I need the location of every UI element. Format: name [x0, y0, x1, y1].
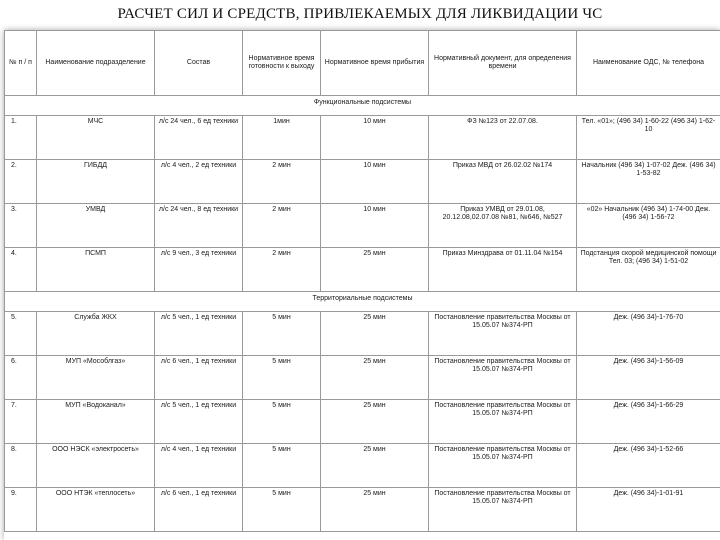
table-row: [5, 248, 720, 292]
cell-arrival: 25 мин: [321, 312, 429, 356]
cell-num: 9.: [5, 488, 37, 532]
cell-num: 3.: [5, 204, 37, 248]
table-row: [5, 116, 720, 160]
cell-document: ФЗ №123 от 22.07.08.: [429, 116, 577, 160]
cell-num: 8.: [5, 444, 37, 488]
table-row: [5, 312, 720, 356]
cell-document: Приказ МВД от 26.02.02 №174: [429, 160, 577, 204]
cell-arrival: 25 мин: [321, 444, 429, 488]
cell-document: Приказ Минздрава от 01.11.04 №154: [429, 248, 577, 292]
cell-contact: Деж. (496 34)-1-01-91: [577, 488, 720, 532]
cell-unit: ГИБДД: [37, 160, 155, 204]
cell-num: 4.: [5, 248, 37, 292]
cell-contact: Начальник (496 34) 1-07-02 Деж. (496 34) 1-53-82: [577, 160, 720, 204]
section-functional: [5, 96, 720, 116]
cell-composition: л/с 6 чел., 1 ед техники: [155, 488, 243, 532]
header-num: № п / п: [5, 31, 37, 96]
cell-contact: Деж. (496 34)-1-66-29: [577, 400, 720, 444]
table-header-row: [5, 31, 720, 96]
header-readiness: Нормативное время готовности к выходу: [243, 31, 321, 96]
cell-num: 1.: [5, 116, 37, 160]
table-row: [5, 356, 720, 400]
cell-unit: МЧС: [37, 116, 155, 160]
cell-document: Приказ УМВД от 29.01.08, 20.12.08,02.07.08 №81, №646, №527: [429, 204, 577, 248]
header-unit: Наименование подразделение: [37, 31, 155, 96]
cell-arrival: 10 мин: [321, 116, 429, 160]
cell-readiness: 5 мин: [243, 400, 321, 444]
cell-document: Постановление правительства Москвы от 15.05.07 №374-РП: [429, 444, 577, 488]
cell-num: 7.: [5, 400, 37, 444]
header-composition: Состав: [155, 31, 243, 96]
cell-unit: МУП «Водоканал»: [37, 400, 155, 444]
cell-composition: л/с 24 чел., 6 ед техники: [155, 116, 243, 160]
cell-arrival: 10 мин: [321, 204, 429, 248]
page-title: РАСЧЕТ СИЛ И СРЕДСТВ, ПРИВЛЕКАЕМЫХ ДЛЯ ЛИКВИДАЦИИ ЧС: [117, 6, 603, 22]
cell-arrival: 10 мин: [321, 160, 429, 204]
cell-composition: л/с 4 чел., 1 ед техники: [155, 444, 243, 488]
cell-num: 2.: [5, 160, 37, 204]
cell-document: Постановление правительства Москвы от 15.05.07 №374-РП: [429, 312, 577, 356]
table-row: [5, 488, 720, 532]
cell-contact: Деж. (496 34)-1-76-70: [577, 312, 720, 356]
section-label: Функциональные подсистемы: [5, 96, 720, 116]
forces-table: [4, 30, 720, 532]
cell-contact: Тел. «01»; (496 34) 1-60-22 (496 34) 1-62-10: [577, 116, 720, 160]
cell-arrival: 25 мин: [321, 248, 429, 292]
cell-unit: Служба ЖКХ: [37, 312, 155, 356]
cell-composition: л/с 5 чел., 1 ед техники: [155, 312, 243, 356]
cell-contact: «02» Начальник (496 34) 1-74-00 Деж. (496 34) 1-56-72: [577, 204, 720, 248]
cell-readiness: 5 мин: [243, 444, 321, 488]
cell-contact: Деж. (496 34)-1-52-66: [577, 444, 720, 488]
cell-num: 6.: [5, 356, 37, 400]
header-document: Нормативный документ, для определения времени: [429, 31, 577, 96]
cell-readiness: 2 мин: [243, 160, 321, 204]
cell-readiness: 2 мин: [243, 204, 321, 248]
cell-readiness: 5 мин: [243, 488, 321, 532]
table-row: [5, 444, 720, 488]
cell-composition: л/с 24 чел., 8 ед техники: [155, 204, 243, 248]
section-territorial: [5, 292, 720, 312]
cell-readiness: 2 мин: [243, 248, 321, 292]
cell-composition: л/с 5 чел., 1 ед техники: [155, 400, 243, 444]
cell-unit: МУП «Мособлгаз»: [37, 356, 155, 400]
header-arrival: Нормативное время прибытия: [321, 31, 429, 96]
cell-arrival: 25 мин: [321, 400, 429, 444]
cell-document: Постановление правительства Москвы от 15.05.07 №374-РП: [429, 400, 577, 444]
cell-unit: ООО НТЭК «теплосеть»: [37, 488, 155, 532]
cell-unit: УМВД: [37, 204, 155, 248]
cell-num: 5.: [5, 312, 37, 356]
cell-readiness: 5 мин: [243, 312, 321, 356]
cell-arrival: 25 мин: [321, 356, 429, 400]
cell-document: Постановление правительства Москвы от 15.05.07 №374-РП: [429, 488, 577, 532]
table-row: [5, 160, 720, 204]
cell-document: Постановление правительства Москвы от 15.05.07 №374-РП: [429, 356, 577, 400]
header-contact: Наименование ОДС, № телефона: [577, 31, 720, 96]
cell-composition: л/с 9 чел., 3 ед техники: [155, 248, 243, 292]
cell-arrival: 25 мин: [321, 488, 429, 532]
table-row: [5, 204, 720, 248]
cell-unit: ООО НЭСК «электросеть»: [37, 444, 155, 488]
cell-composition: л/с 6 чел., 1 ед техники: [155, 356, 243, 400]
cell-unit: ПСМП: [37, 248, 155, 292]
table-row: [5, 400, 720, 444]
section-label: Территориальные подсистемы: [5, 292, 720, 312]
cell-readiness: 1мин: [243, 116, 321, 160]
cell-contact: Деж. (496 34)-1-56-09: [577, 356, 720, 400]
cell-readiness: 5 мин: [243, 356, 321, 400]
forces-table-sheet: [4, 30, 720, 540]
cell-contact: Подстанция скорой медицинской помощи Тел. 03; (496 34) 1-51-02: [577, 248, 720, 292]
cell-composition: л/с 4 чел., 2 ед техники: [155, 160, 243, 204]
